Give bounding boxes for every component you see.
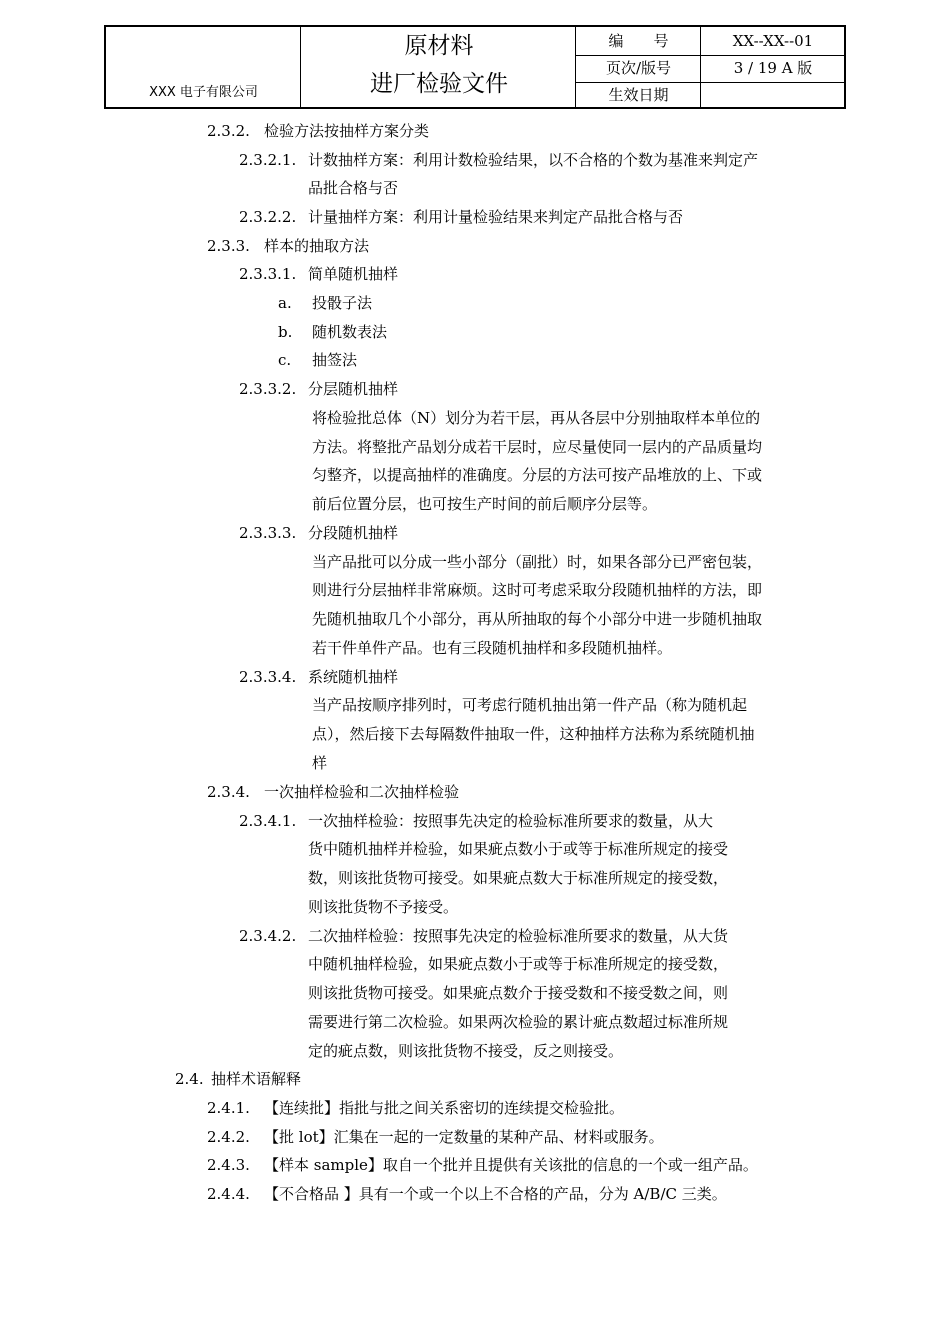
subsection-number: 2.3.3.4. bbox=[239, 668, 297, 686]
subsection-number: 2.3.3.3. bbox=[239, 524, 297, 542]
subsection-text: 分层随机抽样 bbox=[308, 380, 399, 398]
paragraph-text: 匀整齐，以提高抽样的准确度。分层的方法可按产品堆放的上、下或 bbox=[312, 466, 763, 484]
doc-number-label: 编 号 bbox=[608, 32, 669, 50]
term-text: 【连续批】指批与批之间关系密切的连续提交检验批。 bbox=[264, 1099, 625, 1117]
term-number: 2.4.1. bbox=[207, 1099, 250, 1117]
page-version-value: 3 / 19 A 版 bbox=[733, 59, 813, 77]
section-number: 2.3.4. bbox=[207, 783, 250, 801]
subsection-text: 简单随机抽样 bbox=[308, 265, 399, 283]
paragraph-text: 前后位置分层，也可按生产时间的前后顺序分层等。 bbox=[312, 495, 658, 513]
paragraph-text: 样 bbox=[312, 754, 328, 772]
section-text: 检验方法按抽样方案分类 bbox=[264, 122, 430, 140]
paragraph-text: 若干件单件产品。也有三段随机抽样和多段随机抽样。 bbox=[312, 639, 673, 657]
list-marker: b. bbox=[278, 323, 293, 341]
section-text: 抽样术语解释 bbox=[211, 1070, 302, 1088]
subsection-text: 二次抽样检验：按照事先决定的检验标准所要求的数量，从大货 bbox=[308, 927, 729, 945]
subsection-text: 数，则该批货物可接受。如果疵点数大于标准所规定的接受数， bbox=[308, 869, 729, 887]
list-marker: c. bbox=[278, 351, 292, 369]
term-text: 【样本 sample】取自一个批并且提供有关该批的信息的一个或一组产品。 bbox=[264, 1156, 758, 1174]
subsection-text: 需要进行第二次检验。如果两次检验的累计疵点数超过标准所规 bbox=[308, 1013, 729, 1031]
document-title-line1: 原材料 bbox=[404, 33, 474, 59]
term-number: 2.4.4. bbox=[207, 1185, 250, 1203]
subsection-text: 则该批货物不予接受。 bbox=[308, 898, 459, 916]
section-number: 2.4. bbox=[175, 1070, 204, 1088]
subsection-number: 2.3.2.1. bbox=[239, 151, 297, 169]
subsection-number: 2.3.4.1. bbox=[239, 812, 297, 830]
list-text: 投骰子法 bbox=[312, 294, 373, 312]
list-marker: a. bbox=[278, 294, 292, 312]
term-number: 2.4.3. bbox=[207, 1156, 250, 1174]
subsection-text: 计数抽样方案：利用计数检验结果，以不合格的个数为基准来判定产 bbox=[308, 151, 759, 169]
subsection-text: 计量抽样方案：利用计量检验结果来判定产品批合格与否 bbox=[308, 208, 684, 226]
subsection-number: 2.3.3.1. bbox=[239, 265, 297, 283]
paragraph-text: 当产品按顺序排列时，可考虑行随机抽出第一件产品（称为随机起 bbox=[312, 696, 748, 714]
term-text: 【批 lot】汇集在一起的一定数量的某种产品、材料或服务。 bbox=[264, 1128, 664, 1146]
paragraph-text: 点），然后接下去每隔数件抽取一件，这种抽样方法称为系统随机抽 bbox=[312, 725, 755, 743]
section-text: 样本的抽取方法 bbox=[264, 237, 370, 255]
subsection-text: 系统随机抽样 bbox=[308, 668, 399, 686]
subsection-number: 2.3.2.2. bbox=[239, 208, 297, 226]
effective-date-label: 生效日期 bbox=[608, 86, 669, 104]
term-text: 【不合格品 】具有一个或一个以上不合格的产品，分为 A/B/C 三类。 bbox=[264, 1185, 727, 1203]
doc-number-value: XX--XX--01 bbox=[732, 32, 814, 50]
page-version-label: 页次/版号 bbox=[605, 59, 672, 77]
document-title-line2: 进厂检验文件 bbox=[370, 71, 508, 97]
document-header bbox=[104, 25, 846, 109]
subsection-number: 2.3.4.2. bbox=[239, 927, 297, 945]
company-name: XXX 电子有限公司 bbox=[149, 85, 258, 100]
list-text: 抽签法 bbox=[312, 351, 358, 369]
subsection-text: 货中随机抽样并检验，如果疵点数小于或等于标准所规定的接受 bbox=[308, 840, 729, 858]
subsection-number: 2.3.3.2. bbox=[239, 380, 297, 398]
subsection-text: 品批合格与否 bbox=[308, 179, 399, 197]
paragraph-text: 当产品批可以分成一些小部分（副批）时，如果各部分已严密包装， bbox=[312, 553, 763, 571]
section-text: 一次抽样检验和二次抽样检验 bbox=[264, 783, 460, 801]
list-text: 随机数表法 bbox=[312, 323, 388, 341]
subsection-text: 一次抽样检验：按照事先决定的检验标准所要求的数量，从大 bbox=[308, 812, 714, 830]
paragraph-text: 则进行分层抽样非常麻烦。这时可考虑采取分段随机抽样的方法，即 bbox=[312, 581, 763, 599]
paragraph-text: 方法。将整批产品划分成若干层时，应尽量使同一层内的产品质量均 bbox=[312, 438, 763, 456]
paragraph-text: 先随机抽取几个小部分，再从所抽取的每个小部分中进一步随机抽取 bbox=[312, 610, 763, 628]
effective-date-value bbox=[702, 82, 844, 109]
term-number: 2.4.2. bbox=[207, 1128, 250, 1146]
subsection-text: 分段随机抽样 bbox=[308, 524, 399, 542]
section-number: 2.3.3. bbox=[207, 237, 250, 255]
subsection-text: 定的疵点数，则该批货物不接受，反之则接受。 bbox=[308, 1042, 624, 1060]
section-number: 2.3.2. bbox=[207, 122, 250, 140]
subsection-text: 则该批货物可接受。如果疵点数介于接受数和不接受数之间，则 bbox=[308, 984, 729, 1002]
paragraph-text: 将检验批总体（N）划分为若干层，再从各层中分别抽取样本单位的 bbox=[312, 409, 761, 427]
subsection-text: 中随机抽样检验，如果疵点数小于或等于标准所规定的接受数， bbox=[308, 955, 729, 973]
